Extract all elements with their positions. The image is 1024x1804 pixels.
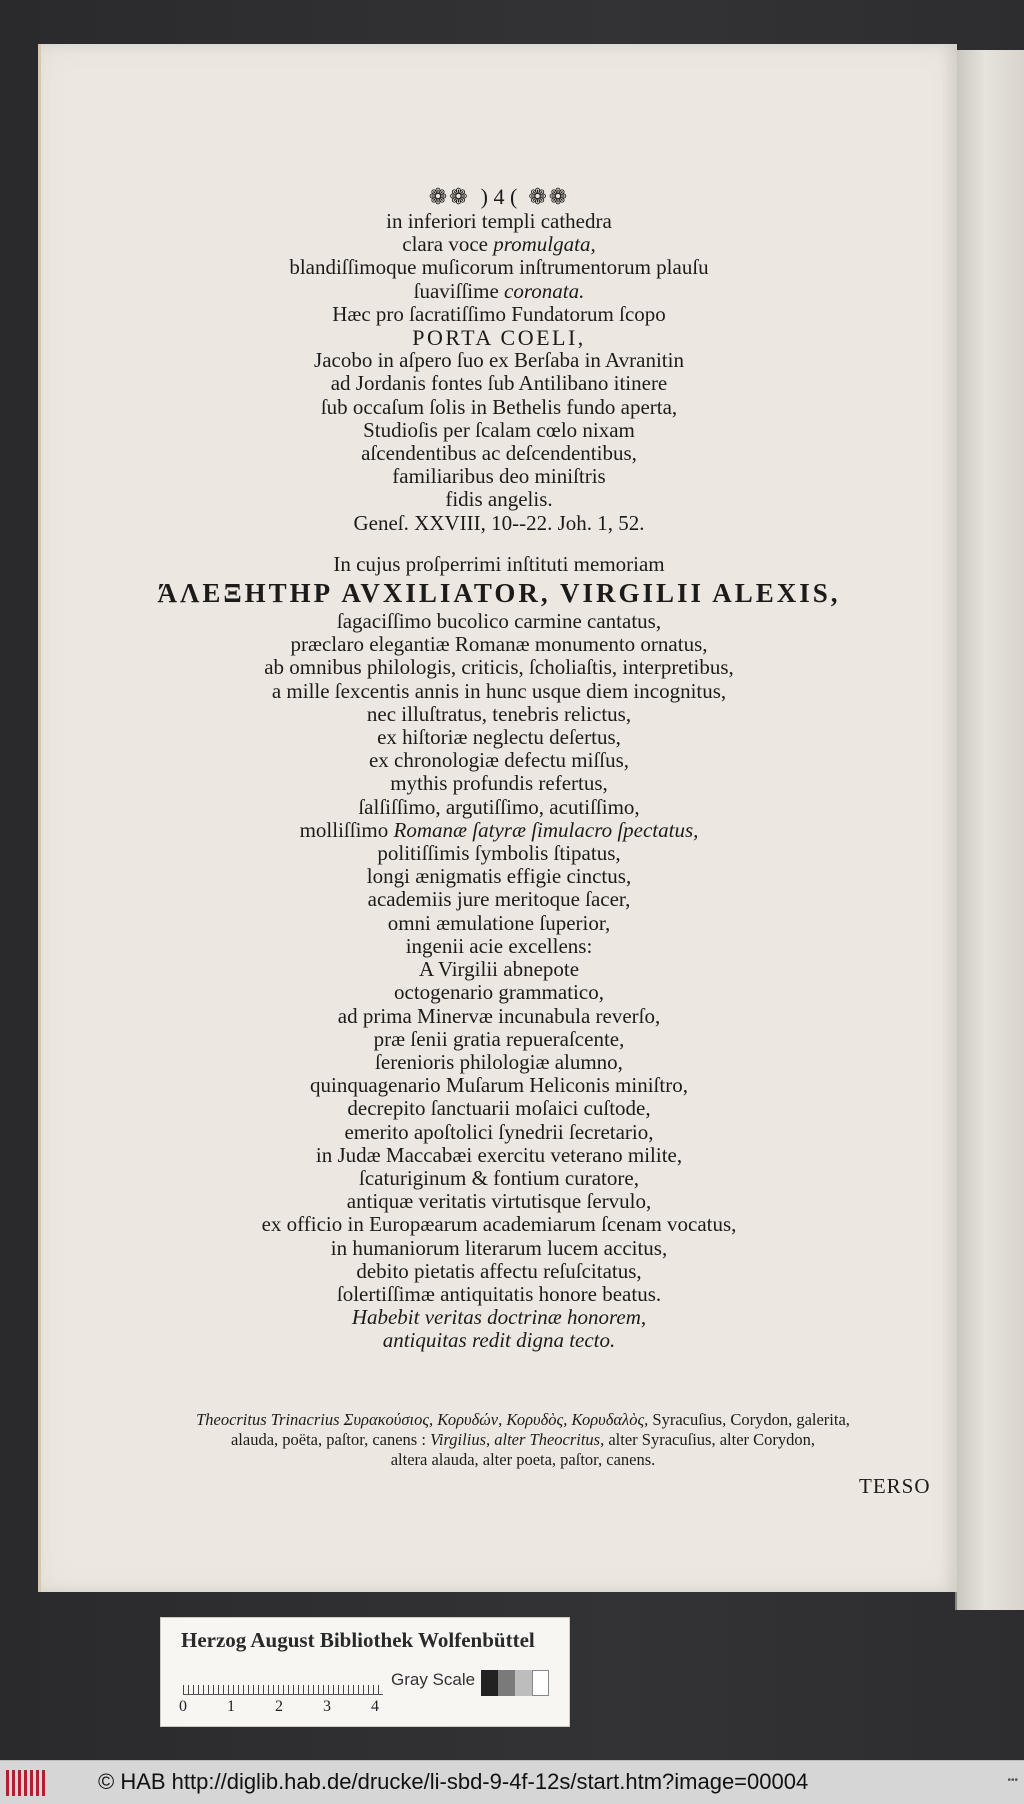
text-line: antiquitas redit digna tecto.: [382, 1328, 616, 1353]
text-line: ad prima Minervæ incunabula reverſo,: [337, 1003, 661, 1028]
color-calibration-card: [160, 1617, 570, 1727]
text-line: In cujus proſperrimi inſtituti memoriam: [333, 551, 665, 576]
text-line: Hæc pro ſacratiſſimo Fundatorum ſcopo: [332, 301, 666, 326]
text-line: molliſſimo Romanæ ſatyræ ſimulacro ſpectatus,: [299, 817, 699, 842]
text-line: octogenario grammatico,: [394, 980, 604, 1005]
text-line: in inferiori templi cathedra: [386, 209, 612, 233]
text-line: Habebit veritas doctrinæ honorem,: [351, 1305, 647, 1330]
text-line: nec illuſtratus, tenebris relictus,: [366, 701, 632, 726]
text-line: præclaro elegantiæ Romanæ monumento ornatus,: [290, 632, 708, 657]
text-line: præ ſenii gratia repueraſcente,: [373, 1026, 625, 1051]
gray-swatch-white: [532, 1670, 549, 1696]
text-line: quinquagenario Muſarum Heliconis miniſtro,: [310, 1073, 688, 1098]
main-text: [41, 184, 957, 1353]
text-line-porta-coeli: PORTA COELI,: [412, 325, 586, 351]
text-line: fidis angelis.: [445, 487, 553, 512]
text-line: a mille ſexcentis annis in hunc usque diem incognitus,: [271, 678, 727, 703]
text-line: in Judæ Maccabæi exercitu veterano milite,: [315, 1142, 683, 1167]
text-line: ex chronologiæ defectu miſſus,: [368, 748, 630, 773]
library-title: Herzog August Bibliothek Wolfenbüttel: [181, 1628, 535, 1652]
text-line: ab omnibus philologis, criticis, ſcholiaſtis, interpretibus,: [264, 655, 734, 680]
gray-swatch-light: [515, 1670, 532, 1696]
text-line-reference: Geneſ. XXVIII, 10--22. Joh. 1, 52.: [353, 510, 645, 535]
text-line: emerito apoſtolici ſynedrii ſecretario,: [344, 1119, 654, 1144]
gray-scale-label: Gray Scale: [391, 1670, 476, 1689]
text-line: in humaniorum literarum lucem accitus,: [330, 1235, 668, 1260]
ornament-left-icon: ❁❁: [428, 184, 470, 209]
text-line: ſuaviſſime coronata.: [413, 278, 585, 303]
text-line: ſalſiſſimo, argutiſſimo, acutiſſimo,: [358, 794, 640, 819]
text-line: academiis jure meritoque ſacer,: [367, 887, 631, 912]
hab-logo-icon: [6, 1770, 46, 1796]
footer-copyright-link[interactable]: © HAB http://diglib.hab.de/drucke/li-sbd-9-4f-12s/start.htm?image=00004: [98, 1769, 809, 1794]
footnote: [123, 1410, 923, 1470]
text-line: mythis profundis refertus,: [390, 771, 608, 796]
text-line: clara voce promulgata,: [402, 232, 596, 257]
text-line: ſcaturiginum & fontium curatore,: [359, 1165, 639, 1190]
text-line: ſub occaſum ſolis in Bethelis fundo aperta,: [320, 394, 678, 419]
document-page: [38, 44, 957, 1592]
text-line: blandiſſimoque muſicorum inſtrumentorum plauſu: [289, 255, 709, 280]
text-line: aſcendentibus ac deſcendentibus,: [361, 441, 637, 466]
text-line-title: ΆΛΕΞΗΤΗΡ AVXILIATOR, VIRGILII ALEXIS,: [157, 578, 841, 609]
catchword: TERSO: [859, 1474, 931, 1498]
scale-ruler: [183, 1672, 383, 1695]
footer-dots: •••: [1007, 1775, 1018, 1786]
ruler-label: 3: [323, 1698, 331, 1715]
footer-bar: [0, 1760, 1024, 1804]
ruler-label: 4: [371, 1698, 379, 1715]
text-line: ingenii acie excellens:: [405, 933, 593, 958]
ornament-right-icon: ❁❁: [528, 184, 570, 209]
ruler-label: 2: [275, 1698, 283, 1715]
gray-swatch-mid: [498, 1670, 515, 1696]
text-line: ſerenioris philologiæ alumno,: [375, 1049, 623, 1074]
text-line: debito pietatis affectu reſuſcitatus,: [356, 1258, 642, 1283]
footnote-line: altera alauda, alter poeta, paſtor, canens.: [390, 1450, 656, 1469]
text-line: A Virgilii abnepote: [418, 957, 580, 982]
adjacent-page: [955, 50, 1024, 1610]
text-line: antiquæ veritatis virtutisque ſervulo,: [346, 1189, 652, 1214]
text-line: ſolertiſſimæ antiquitatis honore beatus.: [336, 1281, 662, 1306]
footnote-line: alauda, poëta, paſtor, canens : Virgilius, alter Theocritus, alter Syracuſius, alter Corydon,: [230, 1430, 816, 1449]
ruler-label: 0: [179, 1698, 187, 1715]
page-number: ) 4 (: [480, 184, 518, 209]
text-line: familiaribus deo miniſtris: [392, 464, 606, 489]
text-line: longi ænigmatis effigie cinctus,: [366, 864, 632, 889]
text-line: ex officio in Europæarum academiarum ſcenam vocatus,: [261, 1212, 737, 1237]
gray-swatch-dark: [481, 1670, 498, 1696]
text-line: decrepito ſanctuarii moſaici cuſtode,: [347, 1096, 651, 1121]
text-line: Studioſis per ſcalam cœlo nixam: [363, 417, 635, 442]
text-line: ex hiſtoriæ neglectu deſertus,: [377, 725, 621, 750]
text-line: politiſſimis ſymbolis ſtipatus,: [377, 841, 621, 866]
text-line: Jacobo in aſpero ſuo ex Berſaba in Avranitin: [314, 348, 684, 373]
text-line: omni æmulatione ſuperior,: [387, 910, 611, 935]
text-line: ad Jordanis fontes ſub Antilibano itinere: [330, 371, 668, 396]
page-header: [41, 184, 957, 210]
ruler-label: 1: [227, 1698, 235, 1715]
text-line: ſagaciſſimo bucolico carmine cantatus,: [336, 609, 662, 634]
footnote-line: Theocritus Trinacrius Συρακούσιος, Κορυδών, Κορυδὸς, Κορυδαλὸς, Syracuſius, Corydon, galerita,: [196, 1410, 850, 1429]
